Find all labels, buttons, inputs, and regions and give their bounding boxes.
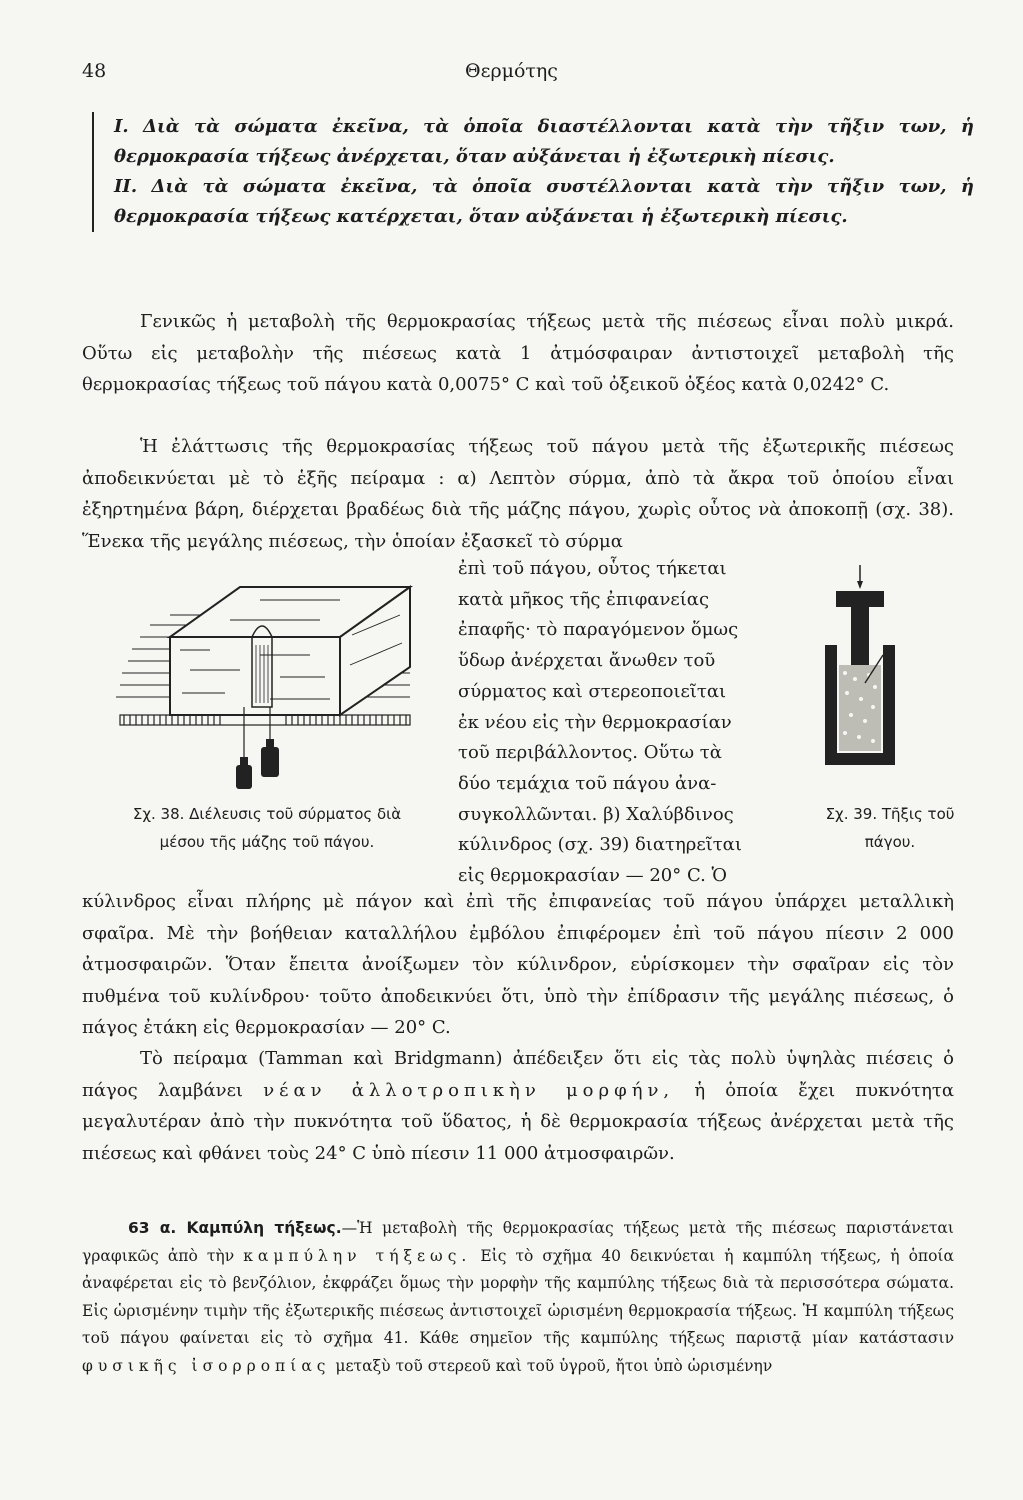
section-heading: 63 α. Καμπύλη τήξεως. bbox=[128, 1219, 342, 1237]
section-text-mid: Εἰς τὸ σχῆμα 40 δεικνύεται ἡ καμπύλη τήξεως, ἡ ὁποία ἀναφέρεται εἰς τὸ βενζόλιον, ἐκφράζει ὅμως τὴν μορφὴν τῆς καμπύλης τήξεως διὰ τὰ περισσότερα σώματα. Εἰς ὡρισμένην τιμὴν τῆς ἐξωτερικῆς πιέσεως ἀντιστοιχεῖ ὡρισμένη θερμοκρασία τήξεως. Ἡ καμπύλη τήξεως τοῦ πάγου φαίνεται εἰς τὸ σχῆμα 41. Κάθε σημεῖον τῆς καμπύλης τήξεως παριστᾷ μίαν κατάστασιν bbox=[82, 1246, 954, 1347]
section-63a bbox=[82, 1215, 954, 1380]
narrow-column-text bbox=[458, 554, 820, 892]
figure-39-caption-line-2: πάγου. bbox=[864, 833, 916, 851]
col-line: δύο τεμάχια τοῦ πάγου ἀνα- bbox=[458, 772, 717, 794]
page-title: Θερμότης bbox=[465, 60, 558, 82]
figure-38-illustration bbox=[110, 575, 430, 800]
figure-39-caption bbox=[810, 800, 970, 856]
figure-38-caption-line-2: μέσου τῆς μάζης τοῦ πάγου. bbox=[159, 833, 375, 851]
col-line: σύρματος καὶ στερεοποιεῖται bbox=[458, 680, 727, 702]
page-number: 48 bbox=[82, 60, 107, 82]
section-text-start: —Ἡ μεταβολὴ τῆς θερμοκρασίας τήξεως μετὰ τῆς πιέσεως παριστάνεται γραφικῶς ἀπὸ τὴν bbox=[82, 1219, 954, 1265]
paragraph-2: Ἡ ἐλάττωσις τῆς θερμοκρασίας τήξεως τοῦ πάγου μετὰ τῆς ἐξωτερικῆς πιέσεως ἀποδεικνύεται μὲ τὸ ἑξῆς πείραμα : α) Λεπτὸν σύρμα, ἀπὸ τὰ ἄκρα τοῦ ὁποίου εἶναι ἐξηρτημένα βάρη, διέρχεται βραδέως διὰ τῆς μάζης πάγου, χωρὶς οὗτος νὰ ἀποκοπῇ (σχ. 38). Ἕνεκα τῆς μεγάλης πιέσεως, τὴν ὁποίαν ἐξασκεῖ τὸ σύρμα bbox=[82, 436, 954, 552]
paragraph-1: Γενικῶς ἡ μεταβολὴ τῆς θερμοκρασίας τήξεως μετὰ τῆς πιέσεως εἶναι πολὺ μικρά. Οὕτω εἰς μεταβολὴν τῆς πιέσεως κατὰ 1 ἀτμόσφαιραν ἀντιστοιχεῖ μεταβολὴ τῆς θερμοκρασίας τήξεως τοῦ πάγου κατὰ 0,0075° C καὶ τοῦ ὀξεικοῦ ὀξέος κατὰ 0,0242° C. bbox=[82, 311, 954, 395]
col-line: ἐκ νέου εἰς τὴν θερμοκρασίαν bbox=[458, 711, 732, 733]
paragraph-2-container bbox=[82, 431, 954, 557]
figure-39-caption-line-1: Σχ. 39. Τῆξις τοῦ bbox=[825, 805, 955, 823]
col-line: κύλινδρος (σχ. 39) διατηρεῖται bbox=[458, 834, 742, 856]
paragraph-3-container bbox=[82, 886, 954, 1044]
section-text-end: μεταξὺ τοῦ στερεοῦ καὶ τοῦ ὑγροῦ, ἤτοι ὑπὸ ὡρισμένην bbox=[335, 1356, 773, 1375]
col-line: τοῦ περιβάλλοντος. Οὕτω τὰ bbox=[458, 742, 722, 764]
section-spaced-2: φυσικῆς ἰσορροπίας bbox=[82, 1356, 331, 1375]
paragraph-3: κύλινδρος εἶναι πλήρης μὲ πάγον καὶ ἐπὶ τῆς ἐπιφανείας τοῦ πάγου ὑπάρχει μεταλλικὴ σφαῖρα. Μὲ τὴν βοήθειαν καταλλήλου ἐμβόλου ἐπιφέρομεν ἐπὶ τοῦ πάγου πίεσιν 2 000 ἀτμοσφαιρῶν. Ὅταν ἔπειτα ἀνοίξωμεν τὸν κύλινδρον, εὑρίσκομεν τὴν σφαῖραν εἰς τὸν πυθμένα τοῦ κυλίνδρου· τοῦτο ἀποδεικνύει ὅτι, ὑπὸ τὴν ἐπίδρασιν τῆς μεγάλης πιέσεως, ὁ πάγος ἐτάκη εἰς θερμοκρασίαν — 20° C. bbox=[82, 891, 954, 1038]
cylinder-bottom bbox=[825, 753, 895, 765]
piston-rod bbox=[851, 607, 869, 665]
col-line: ἐπαφῆς· τὸ παραγόμενον ὅμως bbox=[458, 619, 739, 641]
paragraph-1-container bbox=[82, 306, 954, 401]
figure-39-illustration bbox=[825, 565, 935, 785]
rules-box bbox=[92, 112, 974, 232]
paragraph-4 bbox=[82, 1043, 954, 1169]
cylinder-left-wall bbox=[825, 645, 837, 763]
paragraph-4-container bbox=[82, 1043, 954, 1169]
figure-38-caption-line-1: Σχ. 38. Διέλευσις τοῦ σύρματος διὰ bbox=[132, 805, 402, 823]
piston-head bbox=[836, 591, 884, 607]
col-line: ἐπὶ τοῦ πάγου, οὗτος τήκεται bbox=[458, 558, 727, 579]
col-line: εἰς θερμοκρασίαν — 20° C. Ὁ bbox=[458, 865, 728, 887]
weight-left bbox=[236, 765, 252, 789]
paragraph-4-start: Τὸ πείραμα (Tamman καὶ Bridgmann) ἀπέδειξεν ὅτι εἰς τὰς πολὺ ὑψηλὰς πιέσεις ὁ πάγος λαμβάνει bbox=[82, 1048, 954, 1101]
rule-1: Ι. Διὰ τὰ σώματα ἐκεῖνα, τὰ ὁποῖα διαστέλλονται κατὰ τὴν τῆξιν των, ἡ θερμοκρασία τήξεως ἀνέρχεται, ὅταν αὐξάνεται ἡ ἐξωτερικὴ πίεσις. bbox=[114, 116, 974, 167]
ice-block-front bbox=[170, 637, 340, 715]
col-line: ὕδωρ ἀνέρχεται ἄνωθεν τοῦ bbox=[458, 650, 716, 672]
weight-right bbox=[261, 747, 279, 777]
figure-38-caption bbox=[82, 800, 452, 856]
col-line: συγκολλῶνται. β) Χαλύβδινος bbox=[458, 803, 734, 825]
paragraph-4-end: ἡ ὁποία ἔχει πυκνότητα μεγαλυτέραν ἀπὸ τὴν πυκνότητα τοῦ ὕδατος, ἡ δὲ θερμοκρασία τήξεως ἀνέρχεται μετὰ τῆς πιέσεως καὶ φθάνει τοὺς 24° C ὑπὸ πίεσιν 11 000 ἀτμοσφαιρῶν. bbox=[82, 1079, 954, 1164]
rule-2: ΙΙ. Διὰ τὰ σώματα ἐκεῖνα, τὰ ὁποῖα συστέλλονται κατὰ τὴν τῆξιν των, ἡ θερμοκρασία τήξεως κατέρχεται, ὅταν αὐξάνεται ἡ ἐξωτερικὴ πίεσις. bbox=[114, 176, 974, 227]
col-line: κατὰ μῆκος τῆς ἐπιφανείας bbox=[458, 588, 710, 610]
cylinder-right-wall bbox=[883, 645, 895, 763]
paragraph-4-spaced: νέαν ἀλλοτροπικὴν μορφήν, bbox=[263, 1079, 675, 1101]
section-63a-text bbox=[82, 1215, 954, 1380]
section-spaced-1: καμπύλην τήξεως. bbox=[243, 1246, 472, 1265]
